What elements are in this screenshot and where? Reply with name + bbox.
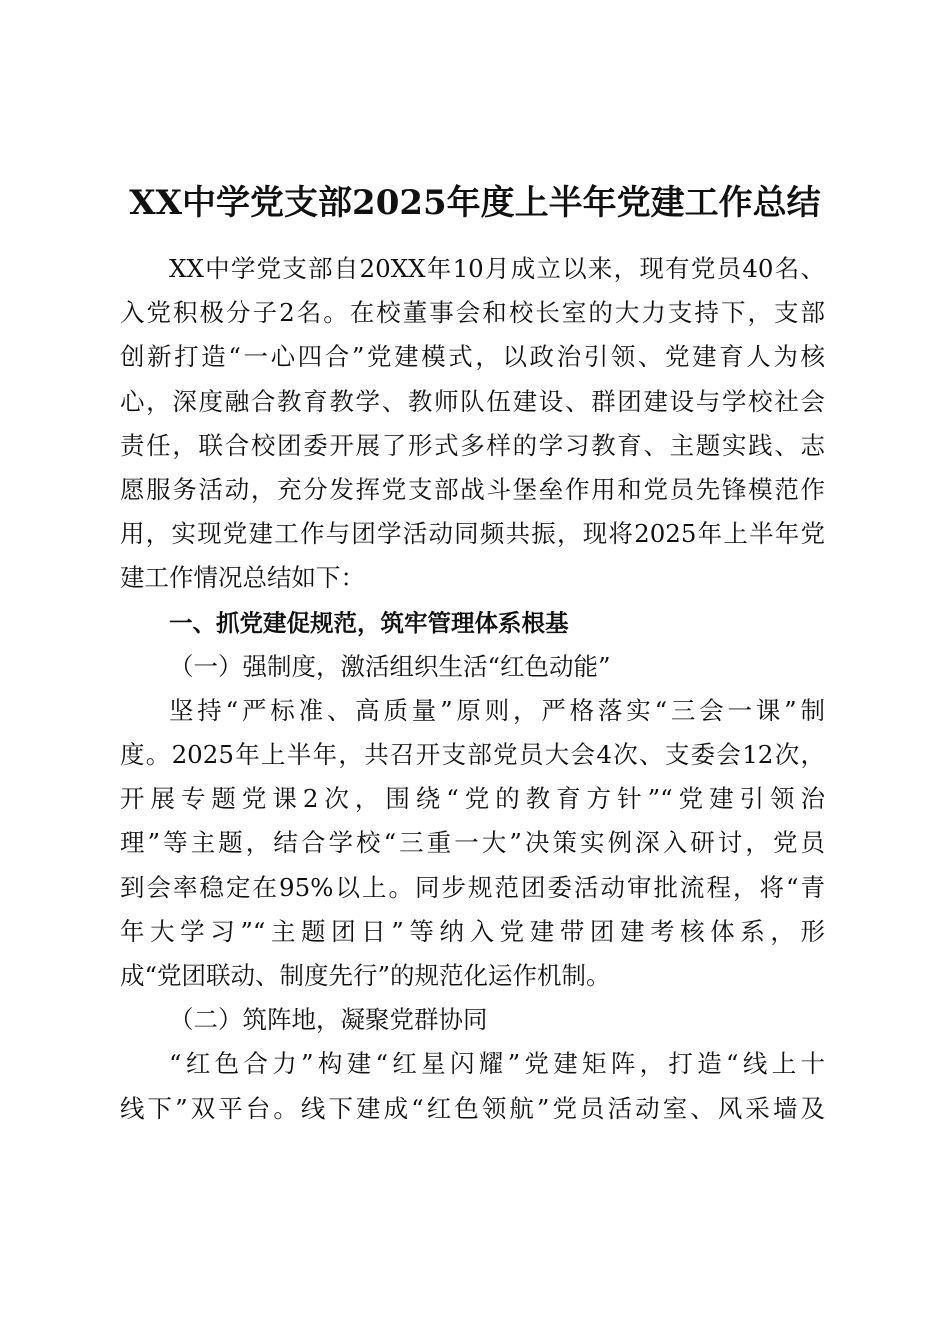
paragraph-line: 建工作情况总结如下：: [120, 563, 365, 593]
section-heading: （一）强制度，激活组织生活“红色动能”: [169, 651, 611, 681]
paragraph-line: 到会率稳定在95%以上。同步规范团委活动审批流程，将“青: [120, 872, 825, 902]
paragraph-line: 开展专题党课2次，围绕“党的教育方针”“党建引领治: [120, 784, 825, 814]
paragraph-line: 用，实现党建工作与团学活动同频共振，现将2025年上半年党: [120, 519, 825, 549]
paragraph-line: “红色合力”构建“红星闪耀”党建矩阵，打造“线上十: [169, 1049, 825, 1079]
paragraph-line: 坚持“严标准、高质量”原则，严格落实“三会一课”制: [169, 695, 825, 725]
paragraph-line: 年大学习”“主题团日”等纳入党建带团建考核体系，形: [120, 916, 825, 946]
paragraph-line: 度。2025年上半年，共召开支部党员大会4次、支委会12次，: [120, 740, 825, 770]
paragraph-line: 成“党团联动、制度先行”的规范化运作机制。: [120, 961, 611, 990]
document-title: XX中学党支部2025年度上半年党建工作总结: [129, 183, 821, 223]
section-heading: 一、抓党建促规范，筑牢管理体系根基: [169, 608, 569, 637]
paragraph-line: 入党积极分子2名。在校董事会和校长室的大力支持下，支部: [120, 298, 825, 328]
paragraph-line: XX中学党支部自20XX年10月成立以来，现有党员40名、: [169, 254, 825, 283]
paragraph-line: 创新打造“一心四合”党建模式，以政治引领、党建育人为核: [120, 342, 825, 372]
paragraph-line: 责任，联合校团委开展了形式多样的学习教育、主题实践、志: [120, 430, 825, 460]
paragraph-line: 理”等主题，结合学校“三重一大”决策实例深入研讨，党员: [120, 828, 825, 858]
paragraph-line: 线下”双平台。线下建成“红色领航”党员活动室、风采墙及: [120, 1093, 825, 1123]
document-body: [120, 247, 825, 1131]
section-heading: （二）筑阵地，凝聚党群协同: [169, 1005, 488, 1035]
paragraph-line: 愿服务活动，充分发挥党支部战斗堡垒作用和党员先锋模范作: [120, 474, 825, 504]
paragraph-line: 心，深度融合教育教学、教师队伍建设、群团建设与学校社会: [120, 386, 825, 416]
